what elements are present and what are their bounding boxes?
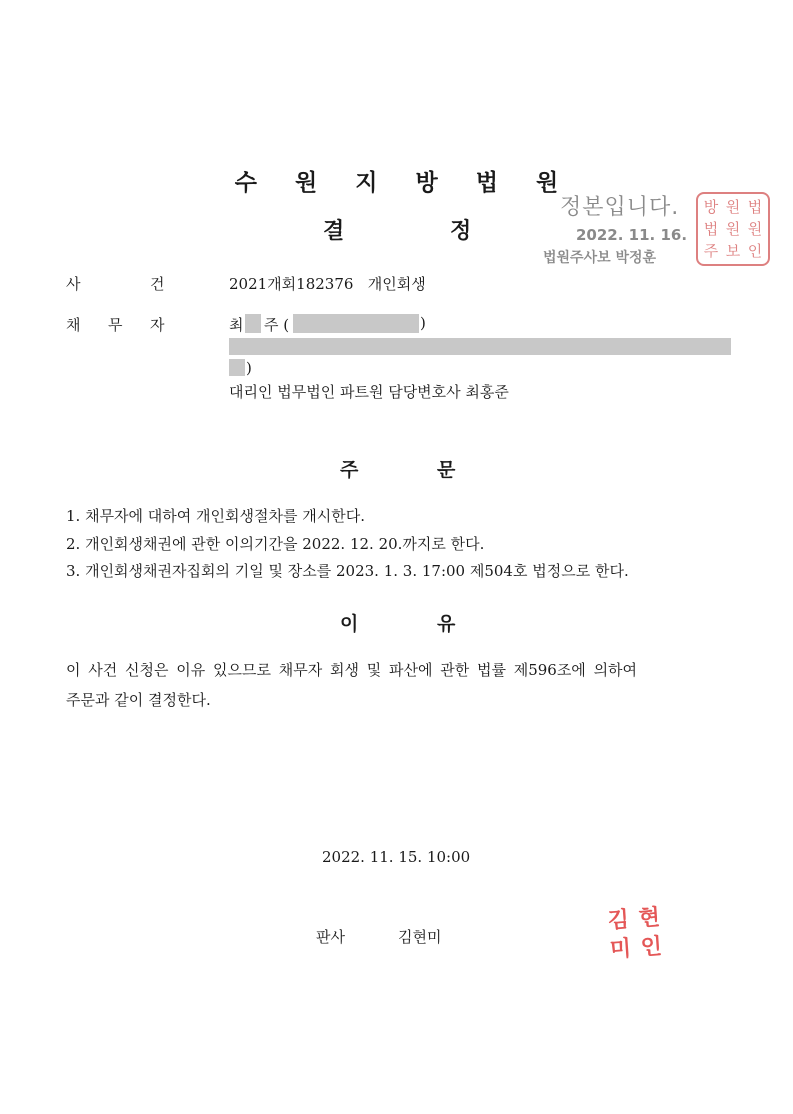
debtor-label-char: 자 <box>150 316 165 334</box>
order-item: 1. 채무자에 대하여 개인회생절차를 개시한다. <box>66 507 365 525</box>
case-label-char: 사 <box>66 275 81 293</box>
certifying-clerk: 법원주사보 박정훈 <box>543 250 657 266</box>
debtor-close-paren: ) <box>420 314 426 332</box>
court-name-char: 수 <box>234 170 258 196</box>
doc-type-right: 정 <box>450 219 472 244</box>
debtor-label-char: 무 <box>108 316 123 334</box>
doc-type-left: 결 <box>323 219 345 244</box>
debtor-name-first: 최 <box>229 316 244 334</box>
court-name-char: 지 <box>355 170 378 196</box>
debtor-label-char: 채 <box>66 316 81 334</box>
order-item: 2. 개인회생채권에 관한 이의기간을 2022. 12. 20.까지로 한다. <box>66 535 485 553</box>
case-number: 2021개회182376 개인회생 <box>229 275 426 293</box>
certified-copy-text: 정본입니다. <box>560 195 680 220</box>
redaction-box <box>229 338 731 355</box>
court-name-char: 법 <box>475 170 498 196</box>
reason-heading-right: 유 <box>437 613 456 635</box>
certification-date: 2022. 11. 16. <box>576 226 688 244</box>
court-name-char: 원 <box>295 170 318 196</box>
judge-seal: 김 현 미 인 <box>606 905 663 963</box>
judge-name: 김현미 <box>398 928 442 946</box>
decision-date: 2022. 11. 15. 10:00 <box>322 848 471 866</box>
order-heading-right: 문 <box>437 459 456 481</box>
address-close-paren: ) <box>246 359 252 377</box>
court-name-char: 원 <box>535 170 559 196</box>
redaction-box <box>293 314 419 333</box>
debtor-name-last: 주 ( <box>264 316 290 334</box>
judge-title: 판사 <box>316 928 345 946</box>
reason-text-line: 주문과 같이 결정한다. <box>66 691 211 709</box>
clerk-seal: 방 원 법 법 원 원 주 보 인 <box>696 192 770 266</box>
redaction-box <box>245 314 261 333</box>
order-heading-left: 주 <box>340 459 359 481</box>
order-item: 3. 개인회생채권자집회의 기일 및 장소를 2023. 1. 3. 17:00 제504호 법정으로 한다. <box>66 562 629 580</box>
court-name-char: 방 <box>415 170 438 196</box>
debtor-agent: 대리인 법무법인 파트원 담당변호사 최홍준 <box>229 383 509 401</box>
reason-heading-left: 이 <box>340 613 359 635</box>
case-label-char: 건 <box>150 275 165 293</box>
reason-text-line: 이 사건 신청은 이유 있으므로 채무자 회생 및 파산에 관한 법률 제596조에 의하여 <box>66 661 638 679</box>
redaction-box <box>229 359 245 376</box>
